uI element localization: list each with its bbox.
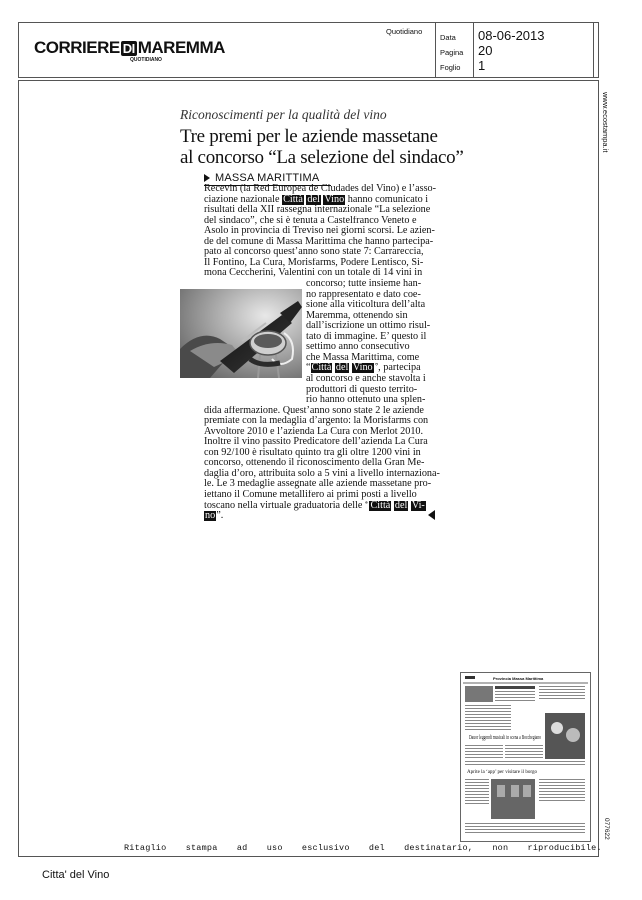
thumb-section: Provincia Massa Marittima <box>493 676 544 681</box>
dateline: MASSA MARITTIMA <box>204 171 331 186</box>
body-text: concorso, ottenendo il riconoscimento della Gran Me- <box>204 458 425 469</box>
body-line <box>306 290 440 301</box>
keyword-highlight: del <box>335 363 349 374</box>
body-line <box>204 268 440 279</box>
keyword-highlight: del <box>394 500 408 511</box>
keyword-highlight: del <box>307 194 320 205</box>
body-line <box>204 205 440 216</box>
body-line <box>204 237 440 248</box>
body-text: produttori di questo territo- <box>306 384 418 395</box>
body-text: premiate con la medaglia d’argento: la Morisfarms con <box>204 416 429 427</box>
body-text: ”, partecipa <box>373 363 421 374</box>
body-line <box>306 395 440 406</box>
reproduction-notice: Ritaglio stampa ad uso esclusivo del destinatario, non riproducibile. <box>124 843 602 853</box>
body-text: Inoltre il vino passito Predicatore dell’azienda La Cura <box>204 437 428 448</box>
end-mark-icon <box>428 510 435 520</box>
keyword-highlight: Vino <box>352 363 373 374</box>
title-line: Tre premi per le aziende massetane <box>180 126 438 147</box>
header-divider <box>473 22 474 77</box>
body-text: dall’iscrizione un ottimo risul- <box>306 321 431 332</box>
body-line <box>306 374 440 385</box>
body-text: risultati della XII rassegna internazionale “La selezione <box>204 205 431 216</box>
publication-type: Quotidiano <box>386 27 423 36</box>
article-title <box>180 126 480 168</box>
clip-caption: Citta' del Vino <box>42 869 110 881</box>
body-line <box>204 458 440 469</box>
meta-value-date: 08-06-2013 <box>478 28 545 43</box>
newspaper-logo <box>34 38 225 58</box>
logo-word-left: CORRIERE <box>34 38 120 57</box>
body-text: con 92/100 è risultato quinto tra gli oltre 1200 vini in <box>204 447 421 458</box>
body-text: “ <box>306 363 311 374</box>
body-text: Avvoltore 2010 e l’azienda La Cura con Merlot 2010. <box>204 426 424 437</box>
body-line <box>306 385 440 396</box>
header-divider <box>435 22 436 77</box>
thumb-subhead: Aprite la ‘app’ per visitare il borgo <box>467 770 537 775</box>
body-text: iettano il Comune metallifero ai primi posti a livello <box>204 490 417 500</box>
body-text: hanno comunicato i <box>345 194 429 205</box>
body-text: ”. <box>216 511 224 522</box>
body-line <box>204 479 440 490</box>
logo-word-middle: DI <box>122 40 135 56</box>
meta-value-sheet: 1 <box>478 58 486 73</box>
page-thumbnail <box>460 672 591 842</box>
body-text: toscano nella virtuale graduatoria delle “ <box>204 500 370 511</box>
side-url <box>598 92 612 162</box>
logo-subtitle: QUOTIDIANO <box>130 57 162 63</box>
page-thumbnail-illustration <box>461 673 590 841</box>
body-line <box>306 363 440 374</box>
body-line <box>204 195 440 206</box>
body-line <box>306 342 440 353</box>
body-line <box>306 321 440 332</box>
wine-pour-illustration <box>180 289 302 378</box>
wine-pour-photo <box>180 289 302 378</box>
body-text: rio hanno ottenuto una splen- <box>306 395 426 405</box>
body-line <box>204 490 440 501</box>
body-text: Recevin (la Red Europea de Ciudades del Vino) e l’asso- <box>204 184 437 194</box>
body-text: daglia d’oro, attribuita solo a 5 vini a livello internaziona- <box>204 468 440 479</box>
side-url-text: www.ecostampa.it <box>601 92 610 153</box>
body-text: dida affermazione. Quest’anno sono state 2 le aziende <box>204 405 424 416</box>
body-line <box>306 353 440 364</box>
body-text: concorso; tutte insieme han- <box>306 278 422 289</box>
logo-word-right: MAREMMA <box>137 38 225 57</box>
header-divider <box>593 22 594 77</box>
body-text: Maremma, ottenendo sin <box>306 310 408 321</box>
body-text: settimo anno consecutivo <box>306 342 410 353</box>
body-text: al concorso e anche stavolta i <box>306 373 426 384</box>
body-line <box>204 511 440 522</box>
meta-label-sheet: Foglio <box>440 63 461 72</box>
side-code-text: 077622 <box>603 818 610 840</box>
body-line <box>204 501 440 512</box>
body-line <box>204 258 440 269</box>
title-line: al concorso “La selezione del sindaco” <box>180 147 464 168</box>
keyword-highlight: Città <box>370 500 391 511</box>
body-line <box>204 226 440 237</box>
body-line <box>204 184 440 195</box>
keyword-highlight: no <box>205 511 216 522</box>
body-line <box>204 416 440 427</box>
body-text: sione alla viticoltura dell’alta <box>306 300 426 311</box>
body-text: Asolo in provincia di Treviso nei giorni scorsi. Le azien- <box>204 226 435 237</box>
body-line <box>204 469 440 480</box>
keyword-highlight: Vino <box>324 194 345 205</box>
body-text: pato al concorso quest’anno sono state 7: Carrareccia, <box>204 247 424 258</box>
body-text: no rappresentato e dato coe- <box>306 289 421 300</box>
body-line <box>204 427 440 438</box>
meta-label-page: Pagina <box>440 48 464 57</box>
body-line <box>204 406 440 417</box>
body-line <box>306 300 440 311</box>
body-line <box>306 311 440 322</box>
thumb-headline: Dauor leggendi musicali in scena a Bocchegiano <box>469 734 541 741</box>
body-text: mona Ceccherini, Valentini con un totale di 14 vini in <box>204 268 423 279</box>
body-line <box>204 247 440 258</box>
body-line <box>306 332 440 343</box>
body-text: le. Le 3 medaglie assegnate alle aziende massetane pro- <box>204 479 432 490</box>
body-line <box>204 448 440 459</box>
body-text: ciazione nazionale <box>204 194 283 205</box>
keyword-highlight: Città <box>311 363 332 374</box>
body-line <box>204 437 440 448</box>
meta-label-date: Data <box>440 33 456 42</box>
body-line <box>204 216 440 227</box>
body-text: del sindaco”, che si è tenuta a Castelfranco Veneto e <box>204 215 417 226</box>
keyword-highlight: Città <box>283 194 303 205</box>
body-text: Il Fontino, La Cura, Morisfarms, Podere Lentisco, Si- <box>204 257 424 268</box>
meta-value-page: 20 <box>478 43 493 58</box>
article-kicker: Riconoscimenti per la qualità del vino <box>180 107 387 122</box>
body-text: che Massa Marittima, come <box>306 352 420 363</box>
keyword-highlight: Vi- <box>411 500 425 511</box>
body-text: de del comune di Massa Marittima che hanno partecipa- <box>204 236 434 247</box>
body-line <box>306 279 440 290</box>
body-text: tato di immagine. E’ questo il <box>306 331 427 342</box>
